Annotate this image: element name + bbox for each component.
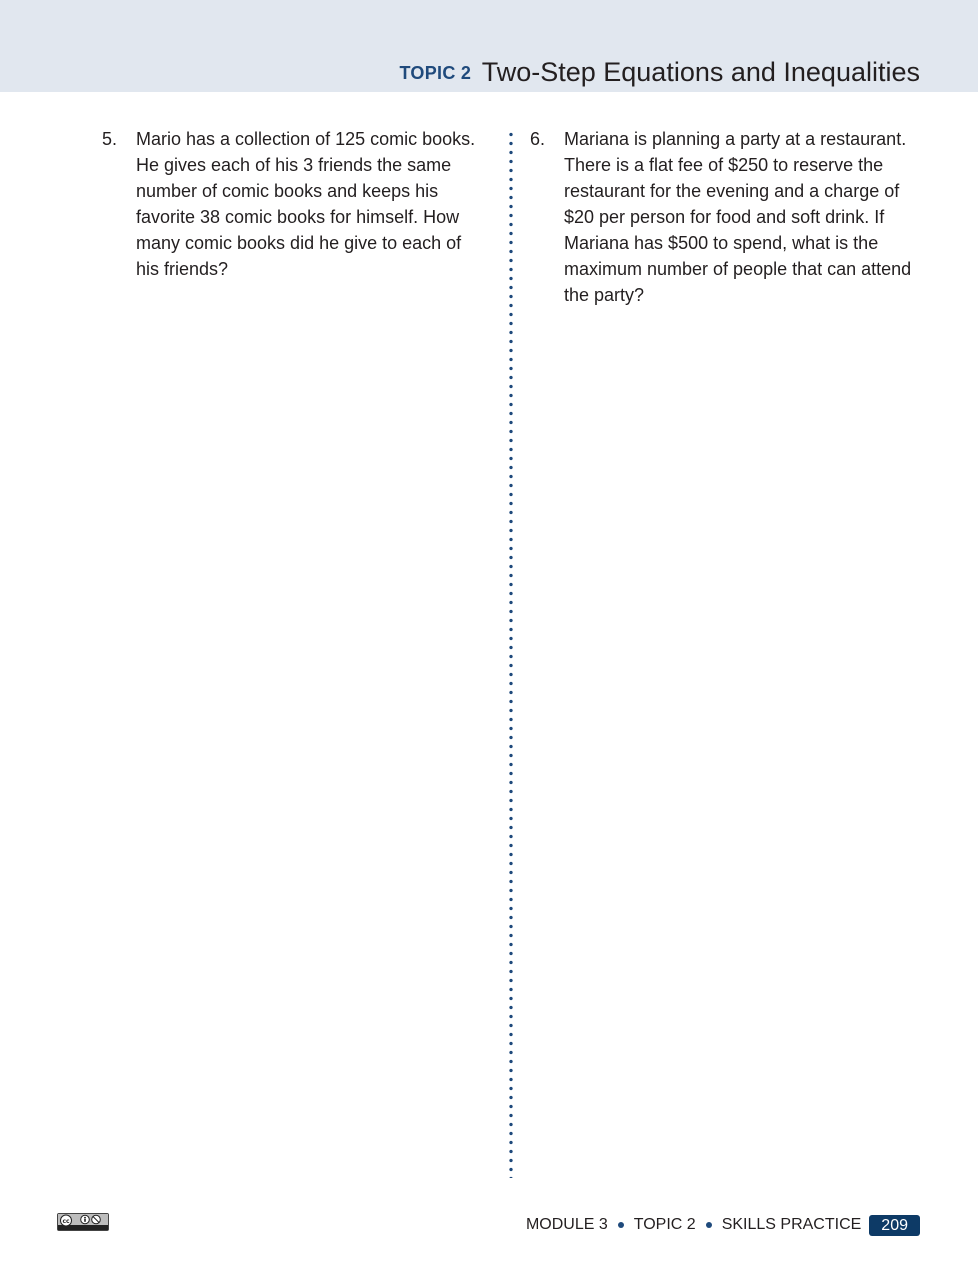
- footer-section: SKILLS PRACTICE: [721, 1216, 862, 1233]
- problem-number: 6.: [530, 129, 546, 149]
- footer-topic: TOPIC 2: [633, 1216, 696, 1233]
- footer-module: MODULE 3: [525, 1216, 608, 1233]
- problem-text: Mario has a collection of 125 comic books. He gives each of his 3 friends the same number of comic books and keeps his favorite 38 comic books for himself. How many comic books did he give to each of his friends?: [136, 129, 476, 279]
- topic-label: TOPIC 2: [399, 63, 472, 83]
- page-header: [0, 0, 978, 92]
- svg-text:cc: cc: [62, 1218, 70, 1225]
- header-title: [399, 54, 920, 95]
- problem-number: 5.: [102, 129, 118, 149]
- bullet-icon: [706, 1222, 712, 1228]
- topic-name: Two-Step Equations and Inequalities: [481, 57, 920, 87]
- page-footer: [526, 1214, 920, 1236]
- creative-commons-icon: [57, 1213, 109, 1231]
- problem-text: Mariana is planning a party at a restaurant. There is a flat fee of $250 to reserve the restaurant for the evening and a charge of $20 per person for food and soft drink. If Mariana has $500 to spend, what is the maximum number of people that can attend the party?: [564, 129, 912, 305]
- bullet-icon: [618, 1222, 624, 1228]
- page-number: 209: [869, 1215, 920, 1236]
- column-divider: [509, 130, 513, 1178]
